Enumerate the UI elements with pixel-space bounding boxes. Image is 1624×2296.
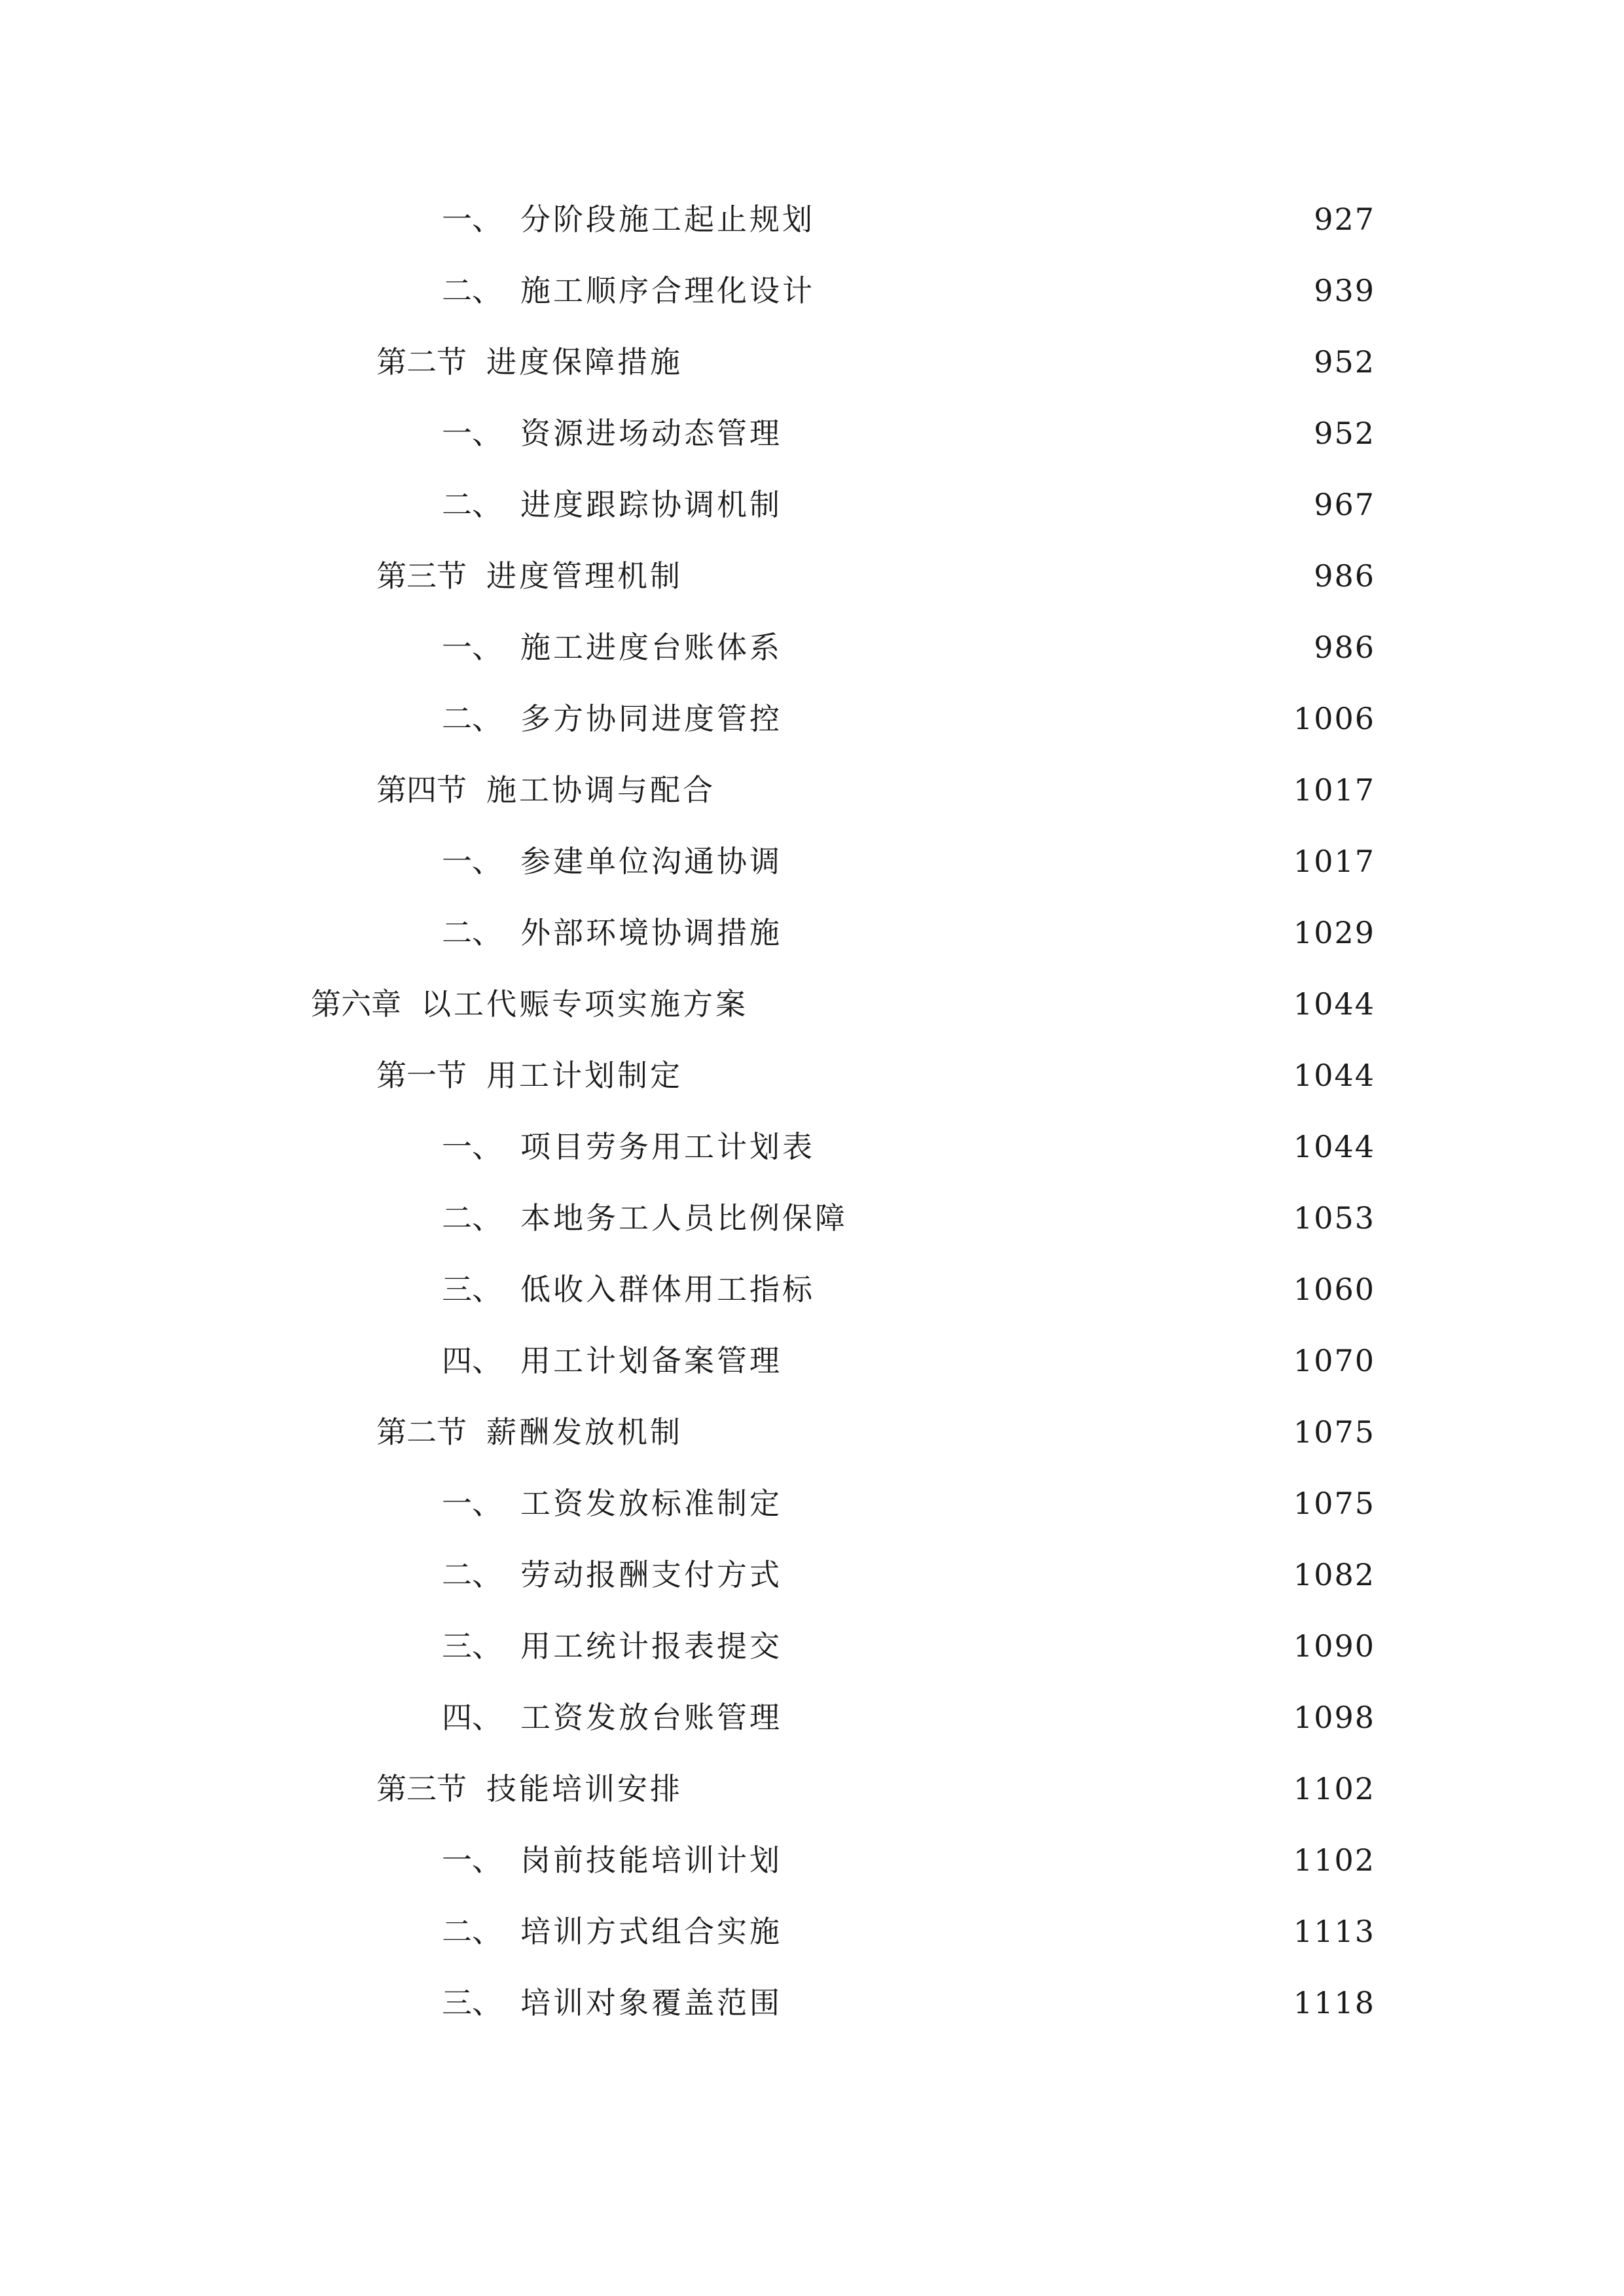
- toc-entry-page: 939: [1314, 273, 1375, 308]
- toc-entry-page: 1044: [1293, 1058, 1375, 1093]
- toc-entry-title: 岗前技能培训计划: [520, 1842, 782, 1878]
- dot-leader: [794, 906, 1283, 959]
- toc-entry-number: 四、: [442, 1343, 502, 1378]
- toc-entry-title: 用工计划备案管理: [520, 1343, 782, 1378]
- dot-leader: [794, 1977, 1283, 2029]
- toc-entry-page: 1017: [1293, 772, 1375, 808]
- toc-entry[interactable]: [442, 407, 1375, 459]
- toc-entry-page: 1044: [1293, 1129, 1375, 1164]
- dot-leader: [794, 1477, 1283, 1530]
- dot-leader: [695, 336, 1303, 388]
- toc-entry-number: 第四节: [376, 772, 467, 808]
- toc-entry[interactable]: [442, 835, 1375, 888]
- dot-leader: [794, 621, 1303, 673]
- toc-entry-title: 进度管理机制: [486, 558, 683, 594]
- dot-leader: [859, 1192, 1283, 1244]
- toc-entry-number: 一、: [442, 416, 502, 451]
- toc-entry-title: 本地务工人员比例保障: [520, 1200, 848, 1236]
- toc-entry-number: 第六章: [311, 986, 401, 1022]
- toc-entry-title: 培训方式组合实施: [520, 1914, 782, 1949]
- toc-entry-page: 986: [1314, 630, 1375, 665]
- toc-entry-title: 薪酬发放机制: [486, 1414, 683, 1450]
- toc-entry-number: 二、: [442, 1914, 502, 1949]
- toc-entry-page: 1082: [1293, 1557, 1375, 1592]
- toc-entry-page: 952: [1314, 416, 1375, 451]
- toc-entry[interactable]: [311, 978, 1375, 1030]
- toc-entry[interactable]: [442, 1263, 1375, 1316]
- toc-entry[interactable]: [442, 692, 1375, 745]
- dot-leader: [794, 1620, 1283, 1672]
- toc-entry[interactable]: [442, 1192, 1375, 1244]
- dot-leader: [695, 1049, 1283, 1102]
- toc-entry[interactable]: [442, 193, 1375, 245]
- dot-leader: [794, 407, 1303, 459]
- toc-entry[interactable]: [442, 264, 1375, 317]
- toc-entry-number: 二、: [442, 1557, 502, 1592]
- toc-entry-number: 二、: [442, 1200, 502, 1236]
- toc-entry[interactable]: [442, 1834, 1375, 1886]
- toc-entry-number: 三、: [442, 1985, 502, 2020]
- dot-leader: [695, 550, 1303, 602]
- toc-entry-page: 1044: [1293, 986, 1375, 1022]
- toc-entry-title: 进度保障措施: [486, 344, 683, 380]
- toc-entry-number: 二、: [442, 701, 502, 736]
- toc-entry-title: 多方协同进度管控: [520, 701, 782, 736]
- toc-entry-number: 第三节: [376, 558, 467, 594]
- toc-entry[interactable]: [376, 1049, 1375, 1102]
- toc-entry[interactable]: [442, 1905, 1375, 1958]
- toc-entry[interactable]: [442, 1121, 1375, 1173]
- toc-entry-title: 工资发放台账管理: [520, 1700, 782, 1735]
- toc-entry-number: 四、: [442, 1700, 502, 1735]
- toc-entry-number: 二、: [442, 915, 502, 950]
- dot-leader: [794, 1905, 1283, 1958]
- toc-entry[interactable]: [442, 1335, 1375, 1387]
- toc-entry-page: 967: [1314, 487, 1375, 522]
- toc-entry[interactable]: [442, 478, 1375, 531]
- toc-entry-title: 技能培训安排: [486, 1771, 683, 1806]
- toc-entry-title: 用工统计报表提交: [520, 1628, 782, 1664]
- toc-entry-number: 第二节: [376, 344, 467, 380]
- toc-entry-number: 二、: [442, 273, 502, 308]
- toc-entry-page: 1053: [1293, 1200, 1375, 1236]
- dot-leader: [695, 1763, 1283, 1815]
- toc-entry-number: 第三节: [376, 1771, 467, 1806]
- dot-leader: [695, 1406, 1283, 1458]
- toc-entry[interactable]: [376, 336, 1375, 388]
- toc-entry[interactable]: [442, 906, 1375, 959]
- toc-entry-page: 1113: [1293, 1914, 1375, 1949]
- toc-entry[interactable]: [376, 550, 1375, 602]
- toc-entry-number: 一、: [442, 1129, 502, 1164]
- toc-entry-number: 第二节: [376, 1414, 467, 1450]
- toc-entry-title: 工资发放标准制定: [520, 1486, 782, 1521]
- toc-entry-number: 一、: [442, 630, 502, 665]
- toc-entry-page: 1006: [1293, 701, 1375, 736]
- toc-entry-page: 1102: [1293, 1842, 1375, 1878]
- toc-entry-number: 三、: [442, 1272, 502, 1307]
- toc-entry-title: 资源进场动态管理: [520, 416, 782, 451]
- toc-entry-title: 以工代赈专项实施方案: [421, 986, 748, 1022]
- toc-entry-title: 劳动报酬支付方式: [520, 1557, 782, 1592]
- toc-entry-title: 用工计划制定: [486, 1058, 683, 1093]
- toc-entry-page: 1060: [1293, 1272, 1375, 1307]
- toc-entry[interactable]: [442, 1977, 1375, 2029]
- dot-leader: [794, 1549, 1283, 1601]
- toc-entry[interactable]: [442, 621, 1375, 673]
- toc-entry-page: 1118: [1293, 1985, 1375, 2020]
- toc-entry-page: 1075: [1293, 1486, 1375, 1521]
- dot-leader: [727, 764, 1283, 816]
- dot-leader: [827, 193, 1303, 245]
- toc-entry-number: 一、: [442, 1842, 502, 1878]
- dot-leader: [827, 264, 1303, 317]
- toc-entry-title: 施工进度台账体系: [520, 630, 782, 665]
- toc-entry-page: 1075: [1293, 1414, 1375, 1450]
- toc-entry-page: 1017: [1293, 844, 1375, 879]
- dot-leader: [760, 978, 1283, 1030]
- toc-entry-title: 施工协调与配合: [486, 772, 715, 808]
- dot-leader: [827, 1121, 1283, 1173]
- toc-entry-number: 一、: [442, 1486, 502, 1521]
- toc-entry-title: 施工顺序合理化设计: [520, 273, 815, 308]
- toc-entry-title: 项目劳务用工计划表: [520, 1129, 815, 1164]
- toc-entry-title: 培训对象覆盖范围: [520, 1985, 782, 2020]
- toc-entry-page: 1029: [1293, 915, 1375, 950]
- toc-entry-title: 分阶段施工起止规划: [520, 202, 815, 237]
- toc-entry-number: 一、: [442, 844, 502, 879]
- dot-leader: [827, 1263, 1283, 1316]
- toc-entry-title: 低收入群体用工指标: [520, 1272, 815, 1307]
- toc-entry[interactable]: [442, 1620, 1375, 1672]
- toc-entry-title: 参建单位沟通协调: [520, 844, 782, 879]
- toc-entry-page: 952: [1314, 344, 1375, 380]
- toc-entry-number: 第一节: [376, 1058, 467, 1093]
- dot-leader: [794, 1335, 1283, 1387]
- toc-entry[interactable]: [376, 1763, 1375, 1815]
- toc-entry-page: 1090: [1293, 1628, 1375, 1664]
- toc-entry[interactable]: [442, 1477, 1375, 1530]
- toc-entry-page: 1070: [1293, 1343, 1375, 1378]
- toc-entry-page: 1098: [1293, 1700, 1375, 1735]
- toc-entry-number: 一、: [442, 202, 502, 237]
- toc-entry-title: 进度跟踪协调机制: [520, 487, 782, 522]
- toc-entry-number: 二、: [442, 487, 502, 522]
- dot-leader: [794, 1834, 1283, 1886]
- dot-leader: [794, 692, 1283, 745]
- toc-entry-page: 1102: [1293, 1771, 1375, 1806]
- toc-entry[interactable]: [376, 1406, 1375, 1458]
- dot-leader: [794, 835, 1283, 888]
- toc-entry-number: 三、: [442, 1628, 502, 1664]
- dot-leader: [794, 1691, 1283, 1744]
- dot-leader: [794, 478, 1303, 531]
- toc-entry-page: 986: [1314, 558, 1375, 594]
- toc-entry[interactable]: [442, 1691, 1375, 1744]
- toc-entry-page: 927: [1314, 202, 1375, 237]
- toc-entry[interactable]: [442, 1549, 1375, 1601]
- toc-entry-title: 外部环境协调措施: [520, 915, 782, 950]
- toc-entry[interactable]: [376, 764, 1375, 816]
